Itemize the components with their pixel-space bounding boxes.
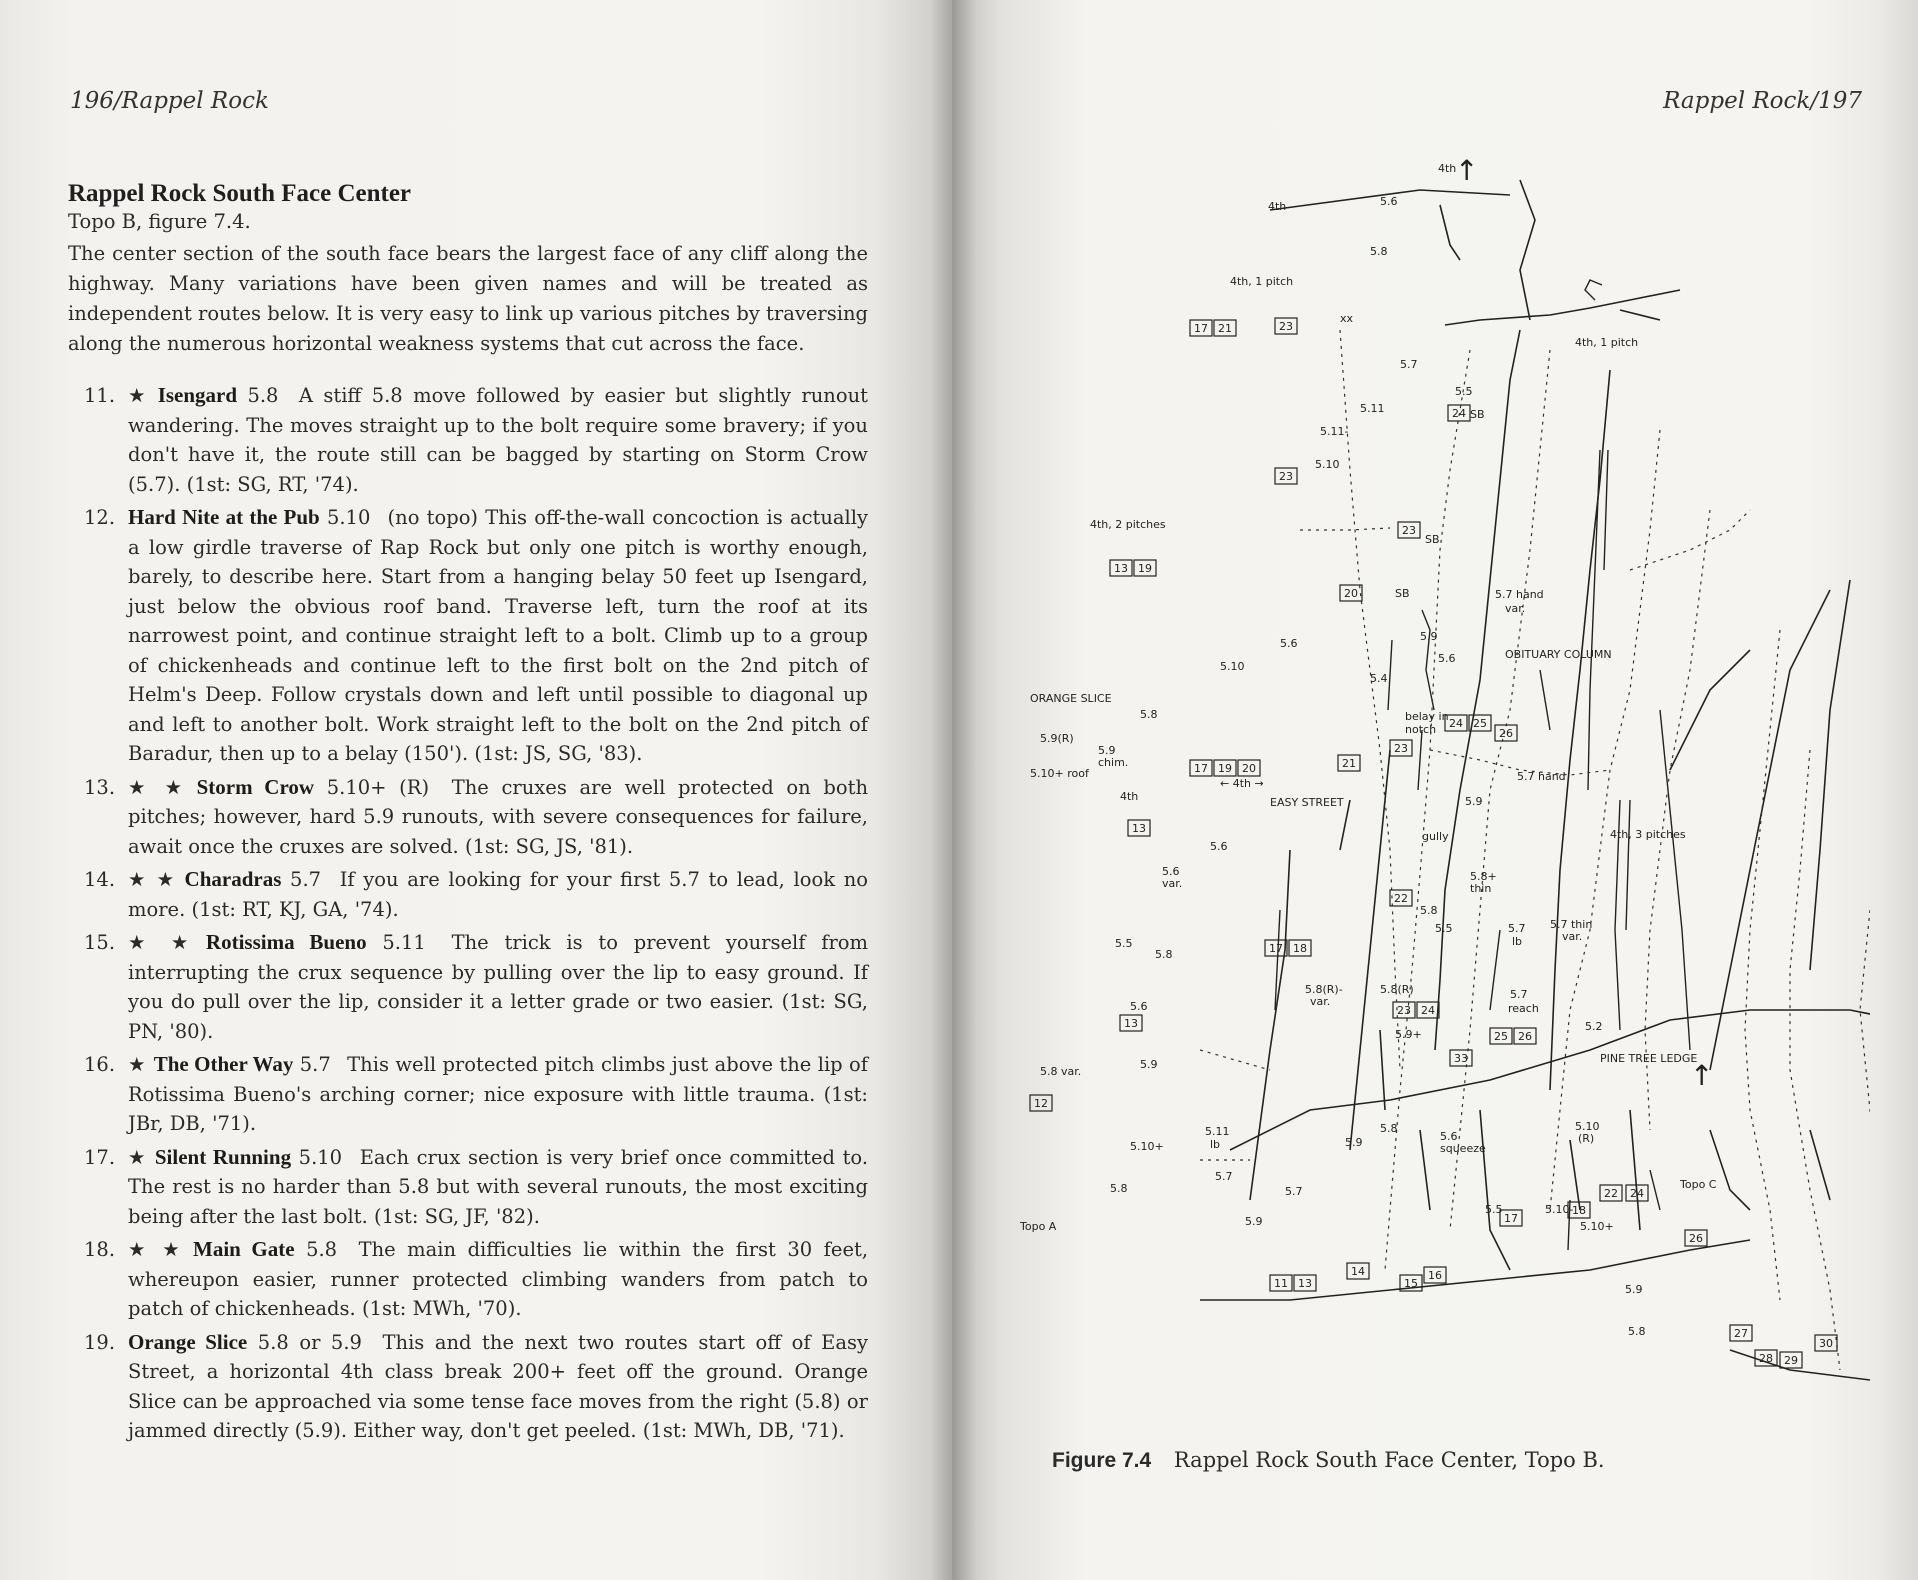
- svg-text:33: 33: [1454, 1052, 1468, 1065]
- svg-text:12: 12: [1034, 1097, 1048, 1110]
- route-description: The trick is to prevent yourself from interrupting the crux sequence by pulling over the lip to easy ground. If you do pull over the lip, consider it a letter grade or two easier. (1st: SG, PN, '80).: [128, 931, 868, 1043]
- route-number-box: [1755, 1350, 1777, 1366]
- svg-text:13: 13: [1132, 822, 1146, 835]
- topo-label: SB: [1470, 408, 1485, 421]
- svg-text:20: 20: [1242, 762, 1256, 775]
- topo-label: OBITUARY COLUMN: [1505, 648, 1612, 661]
- topo-label: 5.6: [1210, 840, 1228, 853]
- topo-label: 5.7: [1285, 1185, 1303, 1198]
- svg-text:23: 23: [1397, 1004, 1411, 1017]
- route-item: [68, 1235, 868, 1324]
- topo-label: 4th, 1 pitch: [1230, 275, 1294, 288]
- topo-label: 5.6: [1280, 637, 1298, 650]
- route-grade: 5.10+ (R): [326, 775, 430, 799]
- star-rating: ★: [128, 1145, 147, 1169]
- svg-text:18: 18: [1293, 942, 1307, 955]
- route-number-box: [1190, 760, 1212, 776]
- tree-icon: ↑: [1690, 1059, 1714, 1092]
- topo-label: 5.10: [1220, 660, 1245, 673]
- svg-text:17: 17: [1504, 1212, 1518, 1225]
- topo-label: Topo C: [1680, 1178, 1717, 1191]
- route-number: 13.: [84, 775, 116, 799]
- route-item: [68, 381, 868, 499]
- topo-svg: [1010, 150, 1870, 1440]
- topo-label: 5.9: [1140, 1058, 1158, 1071]
- svg-text:23: 23: [1402, 524, 1416, 537]
- topo-label: var.: [1505, 602, 1526, 615]
- svg-text:27: 27: [1734, 1327, 1748, 1340]
- topo-label: 5.8: [1420, 904, 1438, 917]
- route-grade: 5.8: [247, 384, 279, 407]
- svg-text:20: 20: [1344, 587, 1358, 600]
- route-name: Rotissima Bueno: [205, 930, 367, 954]
- topo-label: 5.6: [1130, 1000, 1148, 1013]
- route-line: [1340, 330, 1400, 1070]
- svg-text:17: 17: [1194, 322, 1208, 335]
- topo-label: 5.11-: [1320, 425, 1349, 438]
- svg-text:11: 11: [1274, 1277, 1288, 1290]
- left-page: [0, 0, 952, 1580]
- route-number: 12.: [84, 506, 116, 529]
- route-number-box: [1347, 1263, 1369, 1279]
- route-number-box: [1685, 1230, 1707, 1246]
- svg-text:17: 17: [1194, 762, 1208, 775]
- svg-text:26: 26: [1518, 1030, 1532, 1043]
- route-grade: 5.10: [298, 1145, 343, 1169]
- crack-line: [1585, 280, 1690, 1050]
- route-number-box: [1214, 760, 1236, 776]
- topo-label: SB: [1425, 533, 1440, 546]
- tree-icon: ↑: [1455, 154, 1479, 187]
- topo-label: 5.8: [1370, 245, 1388, 258]
- svg-text:22: 22: [1394, 892, 1408, 905]
- route-grade: 5.11: [382, 931, 426, 954]
- route-number-box: [1275, 468, 1297, 484]
- topo-label: var.: [1562, 930, 1583, 943]
- route-description: If you are looking for your first 5.7 to lead, look no more. (1st: RT, KJ, GA, '74).: [128, 868, 868, 921]
- route-item: [68, 1050, 868, 1139]
- route-number-box: [1340, 585, 1362, 601]
- svg-text:21: 21: [1218, 322, 1232, 335]
- topo-label: 5.10+ roof: [1030, 767, 1089, 780]
- svg-text:23: 23: [1279, 470, 1293, 483]
- intro-paragraph: The center section of the south face bears the largest face of any cliff along the highway. Many variations have been given names and will be treated as independent routes below. It is very easy to link up various pitches by traversing along the numerous horizontal weakness systems that cut across the face.: [68, 242, 868, 355]
- svg-text:13: 13: [1298, 1277, 1312, 1290]
- topo-label: belay in: [1405, 710, 1449, 723]
- topo-label: squeeze: [1440, 1142, 1486, 1155]
- svg-text:17: 17: [1269, 942, 1283, 955]
- route-number-box: [1390, 890, 1412, 906]
- route-number-box: [1600, 1185, 1622, 1201]
- topo-label: 5.9(R): [1040, 732, 1074, 745]
- topo-label: 4th, 1 pitch: [1575, 336, 1639, 349]
- route-line: [1860, 910, 1870, 1380]
- svg-text:26: 26: [1689, 1232, 1703, 1245]
- topo-label: 4th, 3 pitches: [1610, 828, 1686, 841]
- svg-text:24: 24: [1452, 407, 1466, 420]
- star-rating: ★: [128, 1053, 146, 1076]
- topo-label: 5.8: [1380, 1122, 1398, 1135]
- svg-text:25: 25: [1473, 717, 1487, 730]
- route-number-box: [1110, 560, 1132, 576]
- topo-label: 5.7: [1400, 358, 1418, 371]
- route-number: 19.: [84, 1330, 116, 1354]
- route-name: Orange Slice: [128, 1329, 248, 1354]
- route-number-box: [1490, 1028, 1512, 1044]
- svg-text:13: 13: [1124, 1017, 1138, 1030]
- svg-text:23: 23: [1279, 320, 1293, 333]
- route-description: Each crux section is very brief once committed to. The rest is no harder than 5.8 but with several runouts, the most exciting being after the last bolt. (1st: SG, JF, '82).: [128, 1145, 869, 1228]
- route-line: [1645, 510, 1710, 1130]
- topo-label: chim.: [1098, 756, 1129, 769]
- svg-text:26: 26: [1499, 727, 1513, 740]
- figure-label: Figure 7.4: [1052, 1449, 1152, 1472]
- topo-label: 5.10: [1315, 458, 1340, 471]
- route-number: 16.: [84, 1053, 116, 1076]
- route-number-box: [1393, 1002, 1415, 1018]
- topo-label: 5.7: [1508, 922, 1526, 935]
- topo-label: 5.6: [1162, 865, 1180, 878]
- topo-label: 5.7 thin: [1550, 918, 1593, 931]
- route-grade: 5.7: [299, 1053, 331, 1076]
- route-number-box: [1338, 755, 1360, 771]
- route-item: [68, 1143, 868, 1232]
- topo-label: 5.11: [1360, 402, 1385, 415]
- svg-text:29: 29: [1784, 1354, 1798, 1367]
- topo-label: 5.9: [1098, 744, 1116, 757]
- book-spine-shadow: [930, 0, 976, 1580]
- topo-label: 5.8: [1140, 708, 1158, 721]
- route-number-box: [1450, 1050, 1472, 1066]
- topo-label: EASY STREET: [1270, 796, 1344, 809]
- route-number-box: [1495, 725, 1517, 741]
- rock-outline: [1200, 1010, 1870, 1390]
- route-list: [68, 381, 868, 1446]
- route-grade: 5.8 or 5.9: [257, 1330, 362, 1354]
- topo-label: 5.9+: [1395, 1028, 1422, 1041]
- route-description: This and the next two routes start off of Easy Street, a horizontal 4th class break 200+ feet off the ground. Orange Slice can be approached via some tense face moves from the right (5.8) or jammed directly (5.9). Either way, don't get peeled. (1st: MWh, DB, '71).: [128, 1330, 869, 1442]
- route-name: Storm Crow: [196, 774, 315, 799]
- topo-label: 5.7 hand: [1517, 770, 1566, 783]
- route-number-box: [1120, 1015, 1142, 1031]
- route-line: [1790, 750, 1840, 1370]
- topo-label: Topo A: [1020, 1220, 1057, 1233]
- route-number-box: [1417, 1002, 1439, 1018]
- topo-label: xx: [1340, 312, 1354, 325]
- svg-text:13: 13: [1114, 562, 1128, 575]
- topo-label: 5.9: [1345, 1136, 1363, 1149]
- svg-text:15: 15: [1404, 1277, 1418, 1290]
- route-number-box: [1424, 1267, 1446, 1283]
- star-rating: ★ ★: [128, 931, 198, 954]
- topo-label: 5.8: [1110, 1182, 1128, 1195]
- route-name: Charadras: [184, 867, 282, 891]
- route-line: [1200, 1045, 1870, 1160]
- svg-text:21: 21: [1342, 757, 1356, 770]
- topo-reference: Topo B, figure 7.4.: [68, 210, 251, 233]
- route-number-box: [1780, 1352, 1802, 1368]
- topo-label: thin: [1470, 882, 1492, 895]
- svg-text:25: 25: [1494, 1030, 1508, 1043]
- svg-text:28: 28: [1759, 1352, 1773, 1365]
- route-description: A stiff 5.8 move followed by easier but slightly runout wandering. The moves straight up to the bolt require some bravery; if you don't have it, the route still can be bagged by starting on Storm Crow (5.7). (1st: SG, RT, '74).: [128, 384, 868, 496]
- topo-label: 5.8(R): [1380, 983, 1414, 996]
- route-line: [1300, 510, 1750, 775]
- route-number-box: [1514, 1028, 1536, 1044]
- topo-label: 5.8(R)-: [1305, 983, 1343, 996]
- route-item: [68, 865, 868, 924]
- text-block: [68, 180, 868, 1450]
- topo-label: 5.10+: [1580, 1220, 1614, 1233]
- svg-text:19: 19: [1218, 762, 1232, 775]
- topo-label: ← 4th →: [1220, 777, 1264, 790]
- star-rating: ★ ★: [128, 775, 189, 799]
- route-item: [68, 1328, 868, 1446]
- topo-label: 5.8: [1628, 1325, 1646, 1338]
- topo-label: 5.9: [1245, 1215, 1263, 1228]
- topo-label: 5.5: [1435, 922, 1453, 935]
- svg-text:24: 24: [1421, 1004, 1435, 1017]
- route-description: The main difficulties lie within the first 30 feet, whereupon easier, runner protected climbing wanders from patch to patch of chickenheads. (1st: MWh, '70).: [128, 1238, 869, 1320]
- topo-label: 5.10: [1575, 1120, 1600, 1133]
- topo-label: ORANGE SLICE: [1030, 692, 1112, 705]
- route-name: The Other Way: [153, 1052, 294, 1076]
- route-grade: 5.7: [290, 868, 322, 891]
- rock-outline: [1270, 180, 1680, 325]
- route-item: [68, 928, 868, 1046]
- topo-label: 5.10-: [1545, 1203, 1574, 1216]
- star-rating: ★: [128, 384, 150, 407]
- running-head-left: 196/Rappel Rock: [70, 88, 269, 114]
- route-number-box: [1270, 1275, 1292, 1291]
- svg-text:30: 30: [1819, 1337, 1833, 1350]
- topo-label: lb: [1210, 1138, 1221, 1151]
- route-name: Main Gate: [193, 1237, 295, 1261]
- route-number-box: [1469, 715, 1491, 731]
- route-number-box: [1030, 1095, 1052, 1111]
- topo-label: gully: [1422, 830, 1449, 843]
- svg-text:24: 24: [1630, 1187, 1644, 1200]
- route-number-box: [1238, 760, 1260, 776]
- route-description: This well protected pitch climbs just above the lip of Rotissima Bueno's arching corner; nice exposure with little trauma. (1st: JBr, DB, '71).: [128, 1053, 869, 1135]
- route-description: (no topo) This off-the-wall concoction is actually a low girdle traverse of Rap Rock but only one pitch is worthy enough, barely, to describe here. Start from a hanging belay 50 feet up Isengard, just below the obvious roof band. Traverse left, turn the roof at its narrowest point, and continue straight left to a bolt. Climb up to a group of chickenheads and continue left to the first bolt on the 2nd pitch of Helm's Deep. Follow crystals down and left until possible to diagonal up and left to another bolt. Work straight left to the bolt on the 2nd pitch of Baradur, then up to a belay (150'). (1st: JS, SG, '83).: [128, 506, 869, 765]
- route-number-box: [1214, 320, 1236, 336]
- topo-label: 4th: [1438, 162, 1457, 175]
- star-rating: ★ ★: [128, 1238, 186, 1261]
- rock-outline: [1250, 330, 1610, 1200]
- topo-label: 5.8 var.: [1040, 1065, 1082, 1078]
- topo-label: 5.8: [1155, 948, 1173, 961]
- topo-label: 5.5: [1485, 1203, 1503, 1216]
- topo-label: 5.6: [1380, 195, 1398, 208]
- route-number-box: [1294, 1275, 1316, 1291]
- topo-label: (R): [1578, 1132, 1595, 1145]
- route-number-box: [1815, 1335, 1837, 1351]
- route-number: 11.: [84, 384, 116, 407]
- section-title: Rappel Rock South Face Center: [68, 180, 412, 207]
- route-name: Silent Running: [154, 1144, 292, 1169]
- figure-caption-text: Rappel Rock South Face Center, Topo B.: [1173, 1448, 1605, 1472]
- topo-label: 5.10+: [1130, 1140, 1164, 1153]
- route-number-box: [1190, 320, 1212, 336]
- topo-label: 5.8+: [1470, 870, 1497, 883]
- topo-label: 4th: [1268, 200, 1287, 213]
- svg-text:23: 23: [1394, 742, 1408, 755]
- route-number-box: [1400, 1275, 1422, 1291]
- route-number-box: [1445, 715, 1467, 731]
- route-description: The cruxes are well protected on both pitches; however, hard 5.9 runouts, with severe consequences for failure, await once the cruxes are solved. (1st: SG, JS, '81).: [128, 775, 868, 858]
- topo-label: lb: [1512, 935, 1523, 948]
- svg-text:24: 24: [1449, 717, 1463, 730]
- svg-text:19: 19: [1138, 562, 1152, 575]
- topo-label: 4th: [1120, 790, 1139, 803]
- route-number-box: [1626, 1185, 1648, 1201]
- topo-label: 5.6: [1438, 652, 1456, 665]
- topo-label: notch: [1405, 723, 1437, 736]
- route-item: [68, 773, 868, 862]
- topo-label: 5.7 hand: [1495, 588, 1544, 601]
- topo-label: 5.5: [1115, 937, 1133, 950]
- route-number: 18.: [84, 1238, 116, 1261]
- topo-label: 5.5: [1455, 385, 1473, 398]
- route-number-box: [1448, 405, 1470, 421]
- route-number-box: [1390, 740, 1412, 756]
- svg-text:14: 14: [1351, 1265, 1365, 1278]
- topo-label: reach: [1508, 1002, 1539, 1015]
- topo-label: 5.11: [1205, 1125, 1230, 1138]
- route-line: [1745, 630, 1780, 1300]
- route-name: Hard Nite at the Pub: [128, 505, 320, 529]
- topo-label: SB: [1395, 587, 1410, 600]
- route-grade: 5.8: [306, 1238, 338, 1261]
- topo-label: var.: [1162, 877, 1183, 890]
- rock-outline: [1340, 650, 1830, 1270]
- topo-label: 5.7: [1510, 988, 1528, 1001]
- route-number-box: [1398, 522, 1420, 538]
- route-number-box: [1128, 820, 1150, 836]
- topo-diagram: [1010, 150, 1870, 1440]
- route-name: Isengard: [157, 383, 238, 407]
- svg-text:22: 22: [1604, 1187, 1618, 1200]
- svg-text:18: 18: [1572, 1204, 1586, 1217]
- topo-label: 5.9: [1420, 630, 1438, 643]
- topo-label: 4th, 2 pitches: [1090, 518, 1166, 531]
- topo-label: 5.9: [1465, 795, 1483, 808]
- route-number-box: [1275, 318, 1297, 334]
- running-head-right: Rappel Rock/197: [1663, 88, 1862, 114]
- route-number-box: [1289, 940, 1311, 956]
- topo-label: 5.4: [1370, 672, 1388, 685]
- route-number-box: [1730, 1325, 1752, 1341]
- topo-label: 5.9: [1625, 1283, 1643, 1296]
- route-number: 14.: [84, 868, 116, 891]
- topo-label: var.: [1310, 995, 1331, 1008]
- figure-caption: [1052, 1448, 1605, 1473]
- star-rating: ★ ★: [128, 868, 177, 891]
- rock-outline: [1710, 580, 1870, 1250]
- route-number-box: [1500, 1210, 1522, 1226]
- route-grade: 5.10: [326, 506, 371, 529]
- svg-text:16: 16: [1428, 1269, 1442, 1282]
- route-number: 15.: [84, 931, 116, 954]
- topo-label: PINE TREE LEDGE: [1600, 1052, 1698, 1065]
- topo-label: 5.7: [1215, 1170, 1233, 1183]
- route-number-box: [1568, 1202, 1590, 1218]
- route-item: [68, 503, 868, 769]
- route-number-box: [1134, 560, 1156, 576]
- route-number: 17.: [84, 1145, 116, 1169]
- topo-label: 5.6: [1440, 1130, 1458, 1143]
- topo-label: 5.2: [1585, 1020, 1603, 1033]
